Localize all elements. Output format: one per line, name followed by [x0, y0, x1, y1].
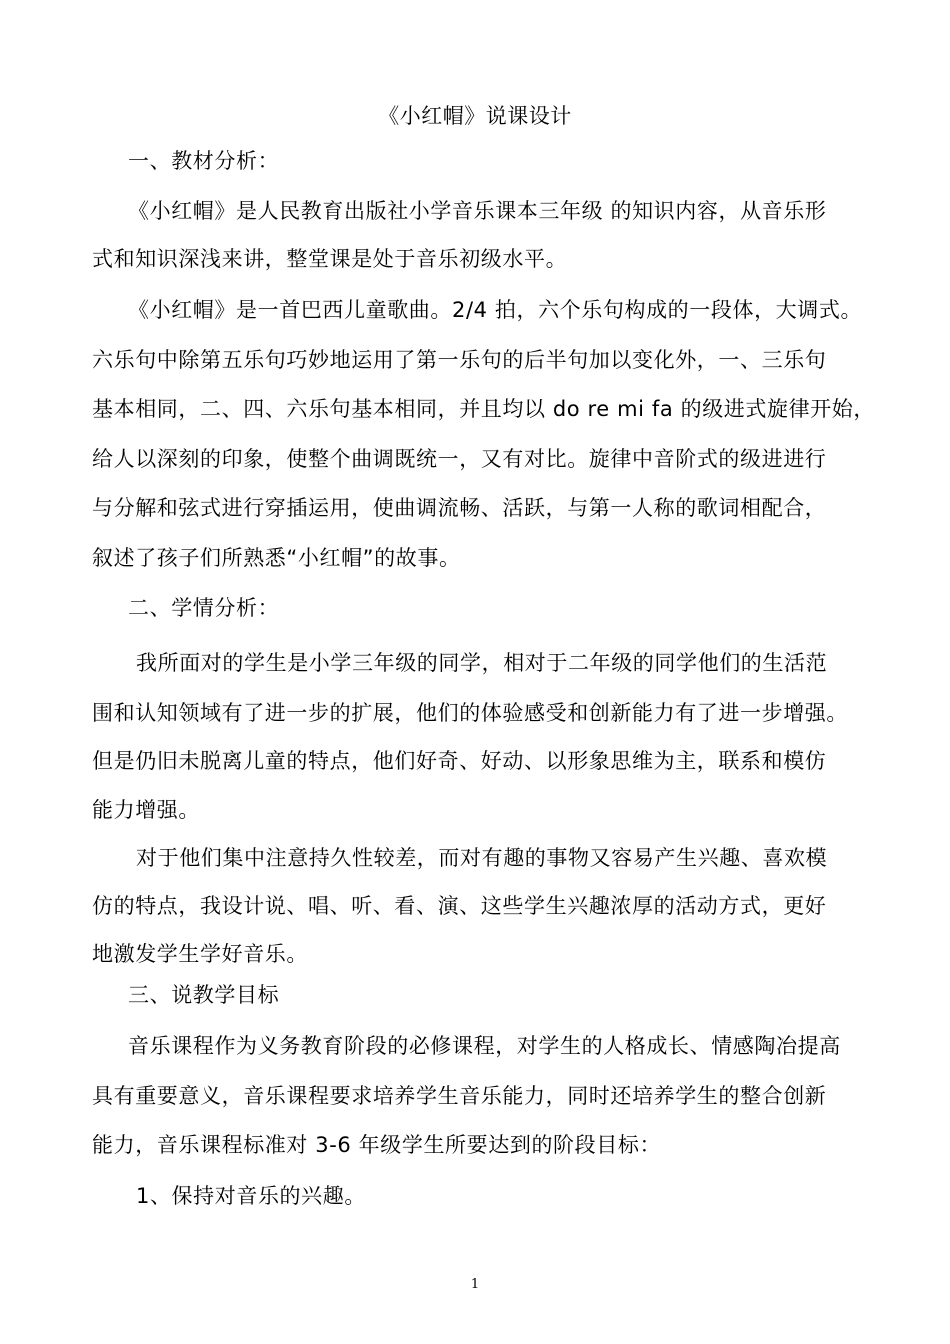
paragraph-line: 式和知识深浅来讲，整堂课是处于音乐初级水平。	[92, 247, 568, 271]
paragraph-line: 对于他们集中注意持久性较差，而对有趣的事物又容易产生兴趣、喜欢模	[136, 846, 828, 870]
paragraph-line: 能力增强。	[92, 798, 200, 822]
section-heading-teaching-goals: 三、说教学目标	[128, 983, 280, 1007]
paragraph-line: 六乐句中除第五乐句巧妙地运用了第一乐句的后半句加以变化外，一、三乐句	[92, 348, 827, 372]
paragraph-line: 但是仍旧未脱离儿童的特点，他们好奇、好动、以形象思维为主，联系和模仿	[92, 749, 827, 773]
list-item: 1、保持对音乐的兴趣。	[136, 1184, 366, 1208]
paragraph-line: 《小红帽》是一首巴西儿童歌曲。2/4 拍，六个乐句构成的一段体，大调式。	[128, 298, 863, 322]
paragraph-line: 基本相同，二、四、六乐句基本相同，并且均以 do re mi fa 的级进式旋律开始，	[92, 397, 875, 421]
section-heading-textbook-analysis: 一、教材分析：	[128, 149, 280, 173]
paragraph-line: 音乐课程作为义务教育阶段的必修课程，对学生的人格成长、情感陶冶提高	[128, 1034, 841, 1058]
paragraph-line: 仿的特点，我设计说、唱、听、看、演、这些学生兴趣浓厚的活动方式，更好	[92, 894, 827, 918]
page-number: 1	[470, 1277, 480, 1292]
paragraph-line: 能力，音乐课程标准对 3-6 年级学生所要达到的阶段目标：	[92, 1133, 662, 1157]
paragraph-line: 叙述了孩子们所熟悉“小红帽”的故事。	[92, 546, 461, 570]
paragraph-line: 我所面对的学生是小学三年级的同学，相对于二年级的同学他们的生活范	[136, 651, 828, 675]
section-heading-student-analysis: 二、学情分析：	[128, 596, 280, 620]
paragraph-line: 《小红帽》是人民教育出版社小学音乐课本三年级 的知识内容，从音乐形	[128, 199, 827, 223]
paragraph-line: 与分解和弦式进行穿插运用，使曲调流畅、活跃，与第一人称的歌词相配合，	[92, 496, 827, 520]
document-title: 《小红帽》说课设计	[378, 104, 572, 128]
paragraph-line: 围和认知领域有了进一步的扩展，他们的体验感受和创新能力有了进一步增强。	[92, 701, 848, 725]
paragraph-line: 地激发学生学好音乐。	[92, 942, 308, 966]
paragraph-line: 给人以深刻的印象，使整个曲调既统一，又有对比。旋律中音阶式的级进进行	[92, 447, 827, 471]
paragraph-line: 具有重要意义，音乐课程要求培养学生音乐能力，同时还培养学生的整合创新	[92, 1084, 827, 1108]
